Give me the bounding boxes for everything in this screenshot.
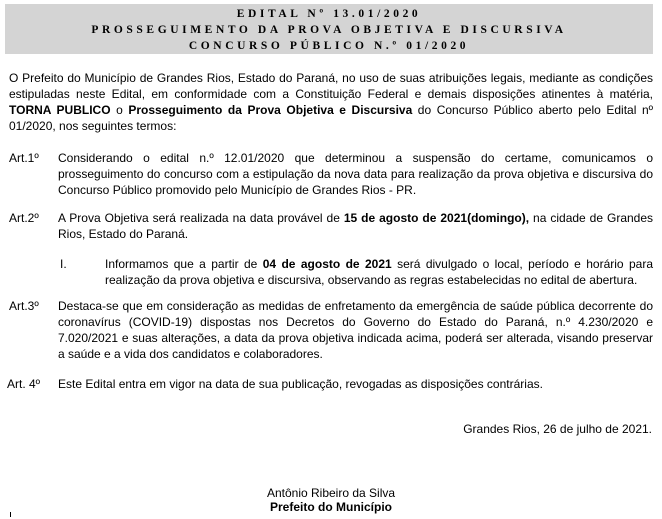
article-2-text-1: A Prova Objetiva será realizada na data provável de xyxy=(58,211,344,225)
intro-text-3: do Concurso Público aberto pelo Edital nº 01/2020, nos seguintes termos: xyxy=(9,103,653,133)
article-2-item-1-label: I. xyxy=(60,257,67,271)
page-mark xyxy=(10,512,11,517)
place-and-date: Grandes Rios, 26 de julho de 2021. xyxy=(463,422,652,436)
article-3-label: Art.3º xyxy=(9,299,39,313)
concurso-number: CONCURSO PÚBLICO N.º 01/2020 xyxy=(188,40,470,52)
article-4-text: Este Edital entra em vigor na data de sua publicação, revogadas as disposições contrárias. xyxy=(58,377,543,391)
article-4-label: Art. 4º xyxy=(7,377,41,391)
document-header xyxy=(5,4,653,54)
signatory-name: Antônio Ribeiro da Silva xyxy=(266,486,396,500)
edital-number: EDITAL Nº 13.01/2020 xyxy=(236,8,422,20)
signatory-role: Prefeito do Município xyxy=(270,500,392,514)
article-3-text: Destaca-se que em consideração as medidas de enfretamento da emergência de saúde pública decorrente do coronavírus (COVID-19) dispostas nos Decretos do Governo do Estado do Paraná, n.º 4.230/2020 e 7.020/2021 e suas alterações, a data da prova objetiva indicada acima, poderá ser alterada, visando preservar a saúde e a vida dos candidatos e colaboradores. xyxy=(58,299,653,361)
intro-bold-1: TORNA PUBLICO xyxy=(9,103,111,117)
item-text-1: Informamos que a partir de xyxy=(105,257,263,271)
article-2-text-2: na cidade de Grandes Rios, Estado do Paraná. xyxy=(58,211,654,241)
article-1-label: Art.1º xyxy=(9,151,39,165)
intro-text-1: O Prefeito do Município de Grandes Rios, Estado do Paraná, no uso de suas atribuições legais, mediante as condições estipuladas neste Edital, em conformidade com a Constituição Federal e demais disposições atinentes à matéria, xyxy=(9,71,653,101)
item-date: 04 de agosto de 2021 xyxy=(262,257,392,271)
article-2-label: Art.2º xyxy=(9,211,39,225)
item-text-2: será divulgado o local, período e horário para realização da prova objetiva e discursiva, observando as regras estabelecidas no edital de abertura. xyxy=(105,257,653,287)
article-2-date: 15 de agosto de 2021(domingo), xyxy=(343,211,530,225)
intro-paragraph xyxy=(9,70,653,134)
intro-bold-2: Prosseguimento da Prova Objetiva e Discursiva xyxy=(128,103,413,117)
edital-subject: PROSSEGUIMENTO DA PROVA OBJETIVA E DISCURSIVA xyxy=(91,24,567,36)
article-2-text xyxy=(58,210,653,242)
article-2-item-1-text xyxy=(105,256,653,288)
article-1-text: Considerando o edital n.º 12.01/2020 que determinou a suspensão do certame, comunicamos o prosseguimento do concurso com a estipulação da nova data para realização da prova objetiva e discursiva do Concurso Público promovido pelo Município de Grandes Rios - PR. xyxy=(58,151,653,197)
intro-text-2: o xyxy=(110,103,129,117)
